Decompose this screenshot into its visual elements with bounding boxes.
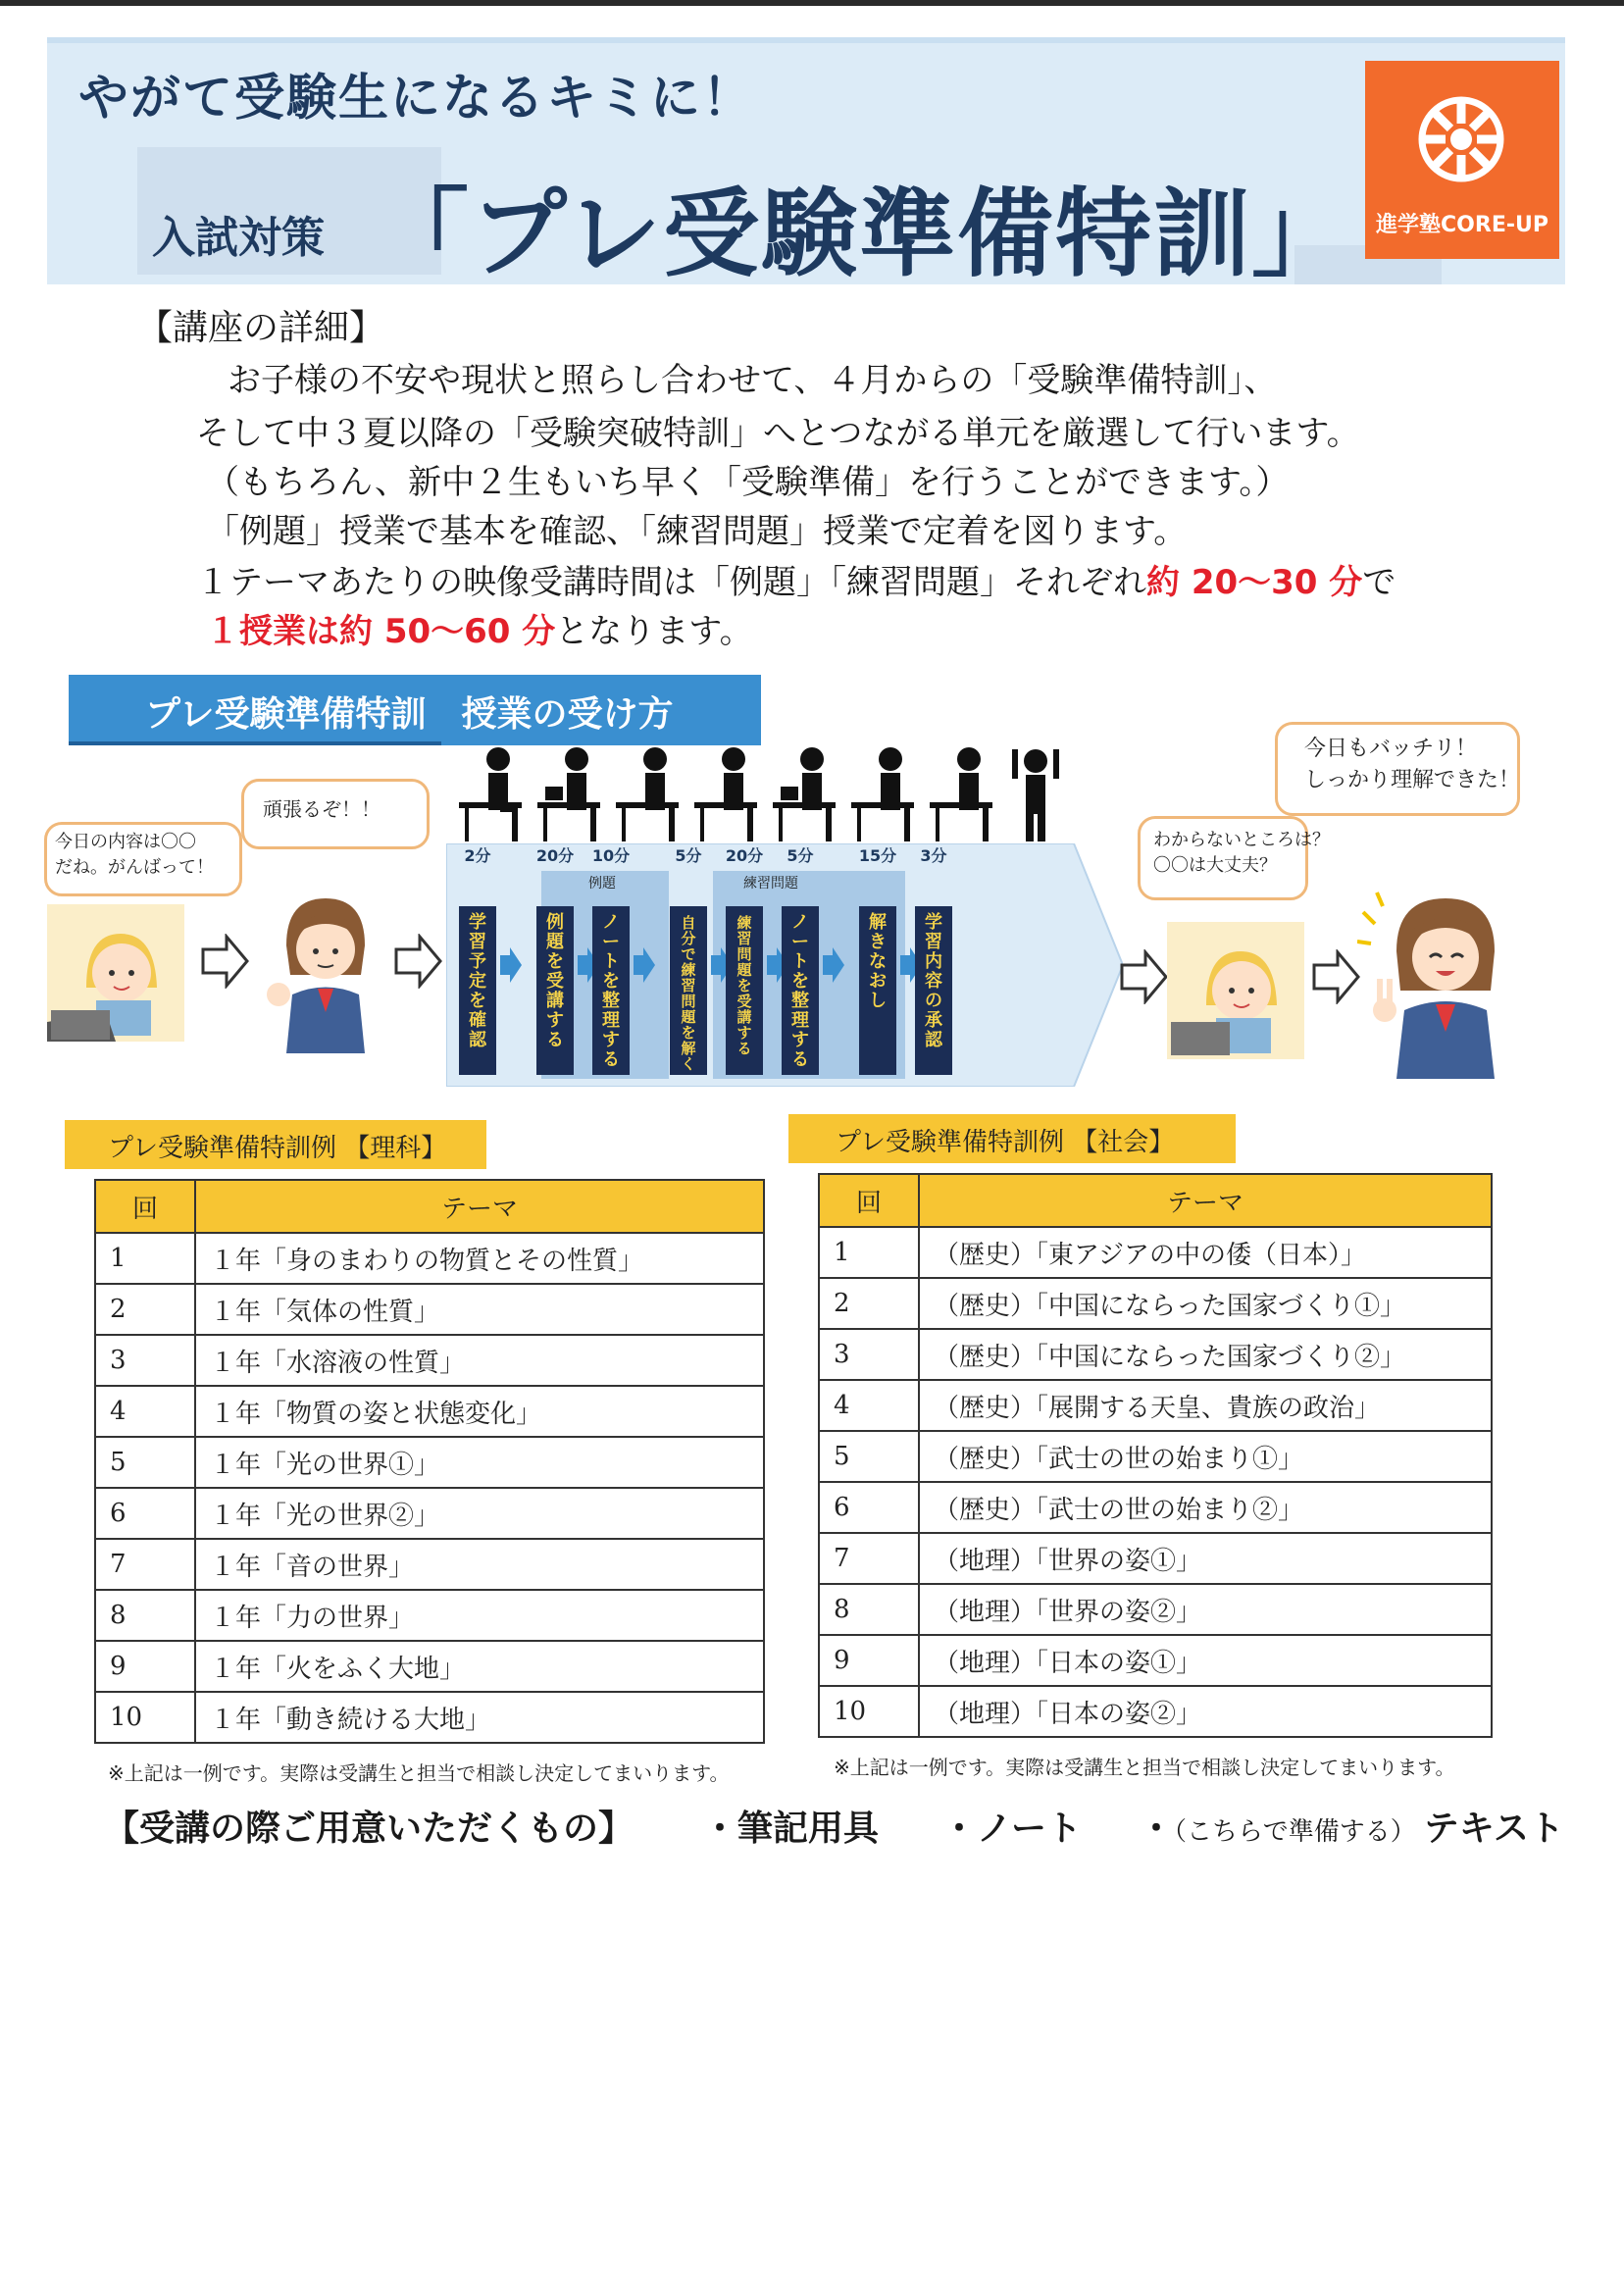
step-label: 自分で練習問題を解く xyxy=(681,914,696,1073)
row-number: 10 xyxy=(819,1686,919,1737)
table-row xyxy=(95,1641,764,1692)
details-line-5-highlight: 約 20〜30 分 xyxy=(1146,563,1363,602)
group-label-example: 例題 xyxy=(588,876,616,892)
table-row xyxy=(819,1584,1492,1635)
top-border xyxy=(0,0,1624,6)
group-label-practice: 練習問題 xyxy=(743,876,798,892)
flow-title: プレ受験準備特訓 授業の受け方 xyxy=(145,694,674,735)
logo-sun-icon xyxy=(1412,90,1510,188)
teacher-at-laptop-illustration xyxy=(1167,912,1304,1059)
table-row xyxy=(95,1233,764,1284)
details-line-6-highlight: １授業は約 50〜60 分 xyxy=(206,612,556,651)
social-theme-table xyxy=(818,1173,1493,1738)
row-theme: （地理）「世界の姿①」 xyxy=(919,1533,1492,1584)
student-victory-illustration xyxy=(1357,863,1524,1079)
item-writing-tools: ・筆記用具 xyxy=(702,1809,880,1849)
table-row xyxy=(819,1380,1492,1431)
table-row xyxy=(819,1686,1492,1737)
banner-kicker: 入試対策 xyxy=(152,213,325,263)
study-desk-pictograms xyxy=(451,745,1069,843)
item-text-note: （こちらで準備する） xyxy=(1173,1817,1416,1847)
step-minutes: 5分 xyxy=(675,846,702,865)
table-header-row xyxy=(819,1174,1492,1227)
student-fist-illustration xyxy=(257,887,394,1053)
table-row xyxy=(95,1539,764,1590)
table-row xyxy=(95,1284,764,1335)
banner-subtitle: やがて受験生になるキミに！ xyxy=(78,70,755,127)
teacher-at-laptop-illustration xyxy=(47,894,184,1042)
arrow-right-icon xyxy=(1120,949,1169,1004)
table-row xyxy=(819,1431,1492,1482)
row-number: 4 xyxy=(819,1380,919,1431)
row-number: 8 xyxy=(95,1590,195,1641)
step-minutes: 20分 xyxy=(535,846,575,865)
row-number: 1 xyxy=(95,1233,195,1284)
row-theme: １年「身のまわりの物質とその性質」 xyxy=(195,1233,764,1284)
row-theme: １年「音の世界」 xyxy=(195,1539,764,1590)
step-minutes: 20分 xyxy=(725,846,764,865)
row-number: 9 xyxy=(95,1641,195,1692)
step-minutes: 5分 xyxy=(787,846,814,865)
table-row xyxy=(95,1488,764,1539)
step-minutes: 10分 xyxy=(591,846,631,865)
row-theme: （歴史）「中国にならった国家づくり①」 xyxy=(919,1278,1492,1329)
row-theme: （地理）「日本の姿①」 xyxy=(919,1635,1492,1686)
table-header-row xyxy=(95,1180,764,1233)
item-textbook: テキスト xyxy=(1423,1809,1564,1849)
table-row xyxy=(95,1437,764,1488)
row-number: 2 xyxy=(819,1278,919,1329)
table-row xyxy=(95,1692,764,1743)
arrow-right-icon xyxy=(201,934,250,989)
row-number: 7 xyxy=(819,1533,919,1584)
banner-stripe xyxy=(47,37,1565,43)
page-title: 「プレ受験準備特訓」 xyxy=(373,178,1350,290)
details-line-1: お子様の不安や現状と照らし合わせて、４月からの「受験準備特訓」、 xyxy=(228,361,1278,400)
table-row xyxy=(95,1590,764,1641)
row-number: 4 xyxy=(95,1386,195,1437)
table-row xyxy=(819,1227,1492,1278)
science-table-label-text: プレ受験準備特訓例 【理科】 xyxy=(108,1134,447,1163)
science-table-label xyxy=(65,1120,486,1169)
column-header-theme: テーマ xyxy=(195,1180,764,1233)
items-to-bring xyxy=(104,1801,1564,1851)
row-theme: （歴史）「展開する天皇、貴族の政治」 xyxy=(919,1380,1492,1431)
arrow-right-icon xyxy=(394,934,443,989)
bubble-teacher-end-line-1: わからないところは？ xyxy=(1153,830,1330,850)
row-theme: （歴史）「中国にならった国家づくり②」 xyxy=(919,1329,1492,1380)
row-number: 8 xyxy=(819,1584,919,1635)
row-theme: （歴史）「東アジアの中の倭（日本）」 xyxy=(919,1227,1492,1278)
step-label: 練習問題を受講する xyxy=(736,914,752,1057)
table-row xyxy=(819,1278,1492,1329)
table-row xyxy=(819,1533,1492,1584)
column-header-no: 回 xyxy=(819,1174,919,1227)
row-theme: １年「水溶液の性質」 xyxy=(195,1335,764,1386)
row-theme: （地理）「日本の姿②」 xyxy=(919,1686,1492,1737)
column-header-no: 回 xyxy=(95,1180,195,1233)
step-label: ノートを整理する xyxy=(791,912,809,1070)
step-minutes: 15分 xyxy=(858,846,897,865)
details-line-4: 「例題」授業で基本を確認、「練習問題」授業で定着を図ります。 xyxy=(206,512,1188,551)
row-theme: １年「気体の性質」 xyxy=(195,1284,764,1335)
logo-text: 進学塾CORE-UP xyxy=(1376,213,1548,237)
social-table-note: ※上記は一例です。実際は受講生と担当で相談し決定してまいります。 xyxy=(834,1756,1455,1779)
details-line-5-tail: で xyxy=(1362,563,1396,602)
details-line-3: （もちろん、新中２生もいち早く「受験準備」を行うことができます。） xyxy=(206,463,1290,502)
item-text-bullet: ・ xyxy=(1138,1809,1174,1849)
details-line-6 xyxy=(206,604,753,652)
row-number: 6 xyxy=(819,1482,919,1533)
row-theme: １年「動き続ける大地」 xyxy=(195,1692,764,1743)
row-theme: （歴史）「武士の世の始まり②」 xyxy=(919,1482,1492,1533)
table-row xyxy=(95,1386,764,1437)
row-number: 10 xyxy=(95,1692,195,1743)
step-minutes: 3分 xyxy=(920,846,947,865)
bubble-teacher-start-line-1: 今日の内容は〇〇 xyxy=(55,832,196,852)
row-number: 2 xyxy=(95,1284,195,1335)
arrow-right-icon xyxy=(1312,949,1361,1004)
science-table-note: ※上記は一例です。実際は受講生と担当で相談し決定してまいります。 xyxy=(108,1761,730,1785)
row-theme: １年「火をふく大地」 xyxy=(195,1641,764,1692)
row-theme: １年「力の世界」 xyxy=(195,1590,764,1641)
social-table-label xyxy=(788,1114,1236,1163)
table-row xyxy=(819,1329,1492,1380)
details-line-5-text: １テーマあたりの映像受講時間は「例題」「練習問題」それぞれ xyxy=(196,563,1146,602)
row-number: 6 xyxy=(95,1488,195,1539)
step-label: 解きなおし xyxy=(869,912,887,1011)
row-theme: １年「物質の姿と状態変化」 xyxy=(195,1386,764,1437)
table-row xyxy=(819,1635,1492,1686)
items-heading: 【受講の際ご用意いただくもの】 xyxy=(104,1809,634,1849)
row-theme: １年「光の世界②」 xyxy=(195,1488,764,1539)
row-number: 7 xyxy=(95,1539,195,1590)
bubble-student-end-line-1: 今日もバッチリ！ xyxy=(1304,737,1478,761)
details-line-6-text: となります。 xyxy=(555,612,753,651)
step-label: 学習内容の承認 xyxy=(925,912,942,1050)
bubble-teacher-start-line-2: だね。がんばって！ xyxy=(55,857,214,878)
social-table-label-text: プレ受験準備特訓例 【社会】 xyxy=(836,1128,1175,1157)
row-number: 3 xyxy=(819,1329,919,1380)
table-row xyxy=(95,1335,764,1386)
row-number: 1 xyxy=(819,1227,919,1278)
row-number: 5 xyxy=(819,1431,919,1482)
row-number: 5 xyxy=(95,1437,195,1488)
details-heading: 【講座の詳細】 xyxy=(137,308,385,348)
row-number: 9 xyxy=(819,1635,919,1686)
details-line-2: そして中３夏以降の「受験突破特訓」へとつながる単元を厳選して行います。 xyxy=(196,414,1360,453)
row-theme: （歴史）「武士の世の始まり①」 xyxy=(919,1431,1492,1482)
brand-logo xyxy=(1365,61,1559,259)
step-label: 学習予定を確認 xyxy=(469,912,486,1050)
details-line-5 xyxy=(196,555,1396,603)
bubble-student-start-text: 頑張るぞ！！ xyxy=(263,797,381,821)
column-header-theme: テーマ xyxy=(919,1174,1492,1227)
row-theme: １年「光の世界①」 xyxy=(195,1437,764,1488)
step-label: ノートを整理する xyxy=(602,912,620,1070)
table-row xyxy=(819,1482,1492,1533)
science-theme-table xyxy=(94,1179,765,1744)
row-number: 3 xyxy=(95,1335,195,1386)
bubble-student-end-line-2: しっかり理解できた！ xyxy=(1304,768,1521,792)
bubble-teacher-end-line-2: 〇〇は大丈夫？ xyxy=(1153,855,1277,876)
step-label: 例題を受講する xyxy=(546,912,564,1050)
item-notebook: ・ノート xyxy=(941,1809,1082,1849)
row-theme: （地理）「世界の姿②」 xyxy=(919,1584,1492,1635)
step-minutes: 2分 xyxy=(464,846,491,865)
